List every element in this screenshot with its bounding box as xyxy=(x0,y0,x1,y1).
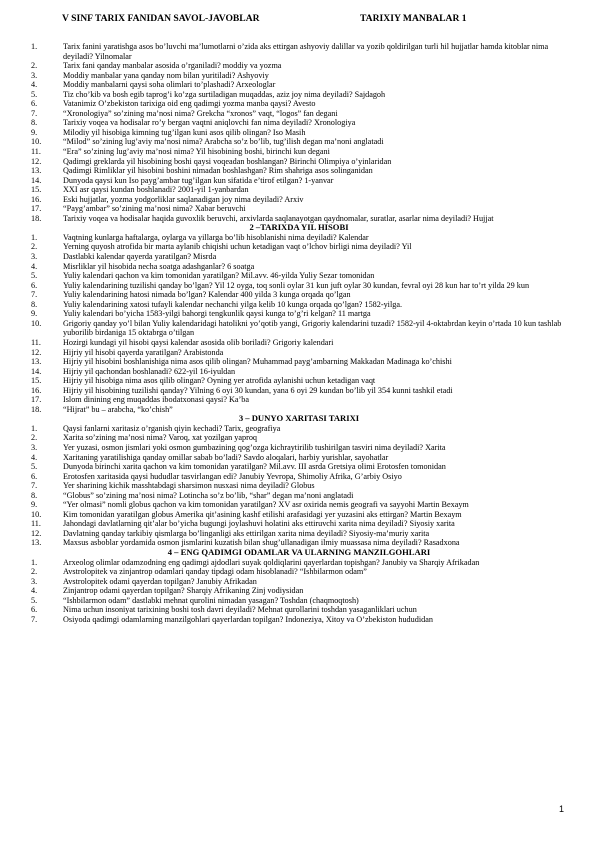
question-item xyxy=(31,271,567,281)
question-number: 12. xyxy=(31,347,42,357)
question-number: 2. xyxy=(31,567,38,577)
question-text: “Globus” so’zining ma’nosi nima? Lotincha so’z bo’lib, “shar” degan ma’noni anglatadi xyxy=(63,490,354,500)
question-item xyxy=(31,424,567,434)
question-number: 10. xyxy=(31,137,42,147)
question-list xyxy=(31,424,567,548)
question-number: 6. xyxy=(31,471,38,481)
section-title: 3 – DUNYO XARITASI TARIXI xyxy=(238,413,360,424)
question-text: Moddiy manbalarni qaysi soha olimlari to’plashadi? Arxeologlar xyxy=(63,80,276,90)
question-number: 2. xyxy=(31,433,38,443)
question-item xyxy=(31,281,567,291)
question-number: 14. xyxy=(31,175,42,185)
question-number: 9. xyxy=(31,500,38,510)
question-number: 17. xyxy=(31,204,42,214)
question-text: Osiyoda qadimgi odamlarning manzilgohlari qayerlardan topilgan? Indoneziya, Xitoy va O’zbekiston hududidan xyxy=(63,614,433,624)
question-text: Eski hujjatlar, yozma yodgorliklar saqlanadigan joy nima deyiladi? Arxiv xyxy=(63,194,304,204)
question-item xyxy=(31,233,567,243)
question-text: Tiz cho’kib va bosh egib taprog’i ko’zga surtiladigan muqaddas, aziz joy nima deyiladi? Sajdagoh xyxy=(63,89,386,99)
question-item xyxy=(31,290,567,300)
question-item xyxy=(31,147,567,157)
question-text: Misrliklar yil hisobida necha soatga adashganlar? 6 soatga xyxy=(63,261,255,271)
question-text: Hijriy yil hisobini boshlanishiga nima asos qilib olingan? Muhammad payg’ambarning Makkadan Madinaga ko’chishi xyxy=(63,357,452,367)
question-item xyxy=(31,462,567,472)
question-item xyxy=(31,577,567,587)
question-text: Hozirgi kundagi yil hisobi qaysi kalendar asosida olib boriladi? Grigoriy kalendari xyxy=(63,337,334,347)
question-text: Maxsus asboblar yordamida osmon jismlarini kuzatish bilan shug’ullanadigan ilmiy muassasa nima deyiladi? Rasadxona xyxy=(63,538,460,548)
question-item xyxy=(31,185,567,195)
question-number: 5. xyxy=(31,89,38,99)
question-text: Hijriy yil hisobining tuzilishi qanday? Yilning 6 oyi 30 kundan, yana 6 oyi 29 kundan bo’lib yil 354 kunni tashkil etadi xyxy=(63,385,453,395)
question-text: Yuliy kalendari qachon va kim tomonidan yaratilgan? Mil.avv. 46-yilda Yuliy Sezar tomonidan xyxy=(63,271,375,281)
question-item xyxy=(31,376,567,386)
question-number: 9. xyxy=(31,127,38,137)
question-item xyxy=(31,319,567,338)
question-text: “Ishbilarmon odam” dastlabki mehnat qurolini nimadan yasagan? Toshdan (chaqmoqtosh) xyxy=(63,595,359,605)
question-text: Zinjantrop odami qayerdan topilgan? Sharqiy Afrikaning Zinj vodiysidan xyxy=(63,586,304,596)
question-text: Yuliy kalendarining tuzilishi qanday bo’lgan? Yil 12 oyga, toq sonli oylar 31 kun juft oylar 30 kundan, fevral oyi 28 kun har to’rt yilda 29 kun xyxy=(63,280,530,290)
question-number: 1. xyxy=(31,557,38,567)
question-item xyxy=(31,481,567,491)
question-text: Yuliy kalendarining hatosi nimada bo’lgan? Kalendar 400 yilda 3 kunga orqada qo’lgan xyxy=(63,290,351,300)
question-number: 13. xyxy=(31,357,42,367)
question-text: Tarix fanini yaratishga asos bo’luvchi ma’lumotlarni o’zida aks ettirgan ashyoviy dalillar va yozib qoldirilgan turli hil hujjatlar hamda kitoblar nima deyiladi? Yilnomalar xyxy=(63,42,549,61)
question-text: Dastlabki kalendar qayerda yaratilgan? Misrda xyxy=(63,252,217,262)
question-text: “Hijrat” bu – arabcha, “ko’chish” xyxy=(63,404,173,414)
question-number: 8. xyxy=(31,490,38,500)
question-number: 2. xyxy=(31,242,38,252)
question-number: 15. xyxy=(31,185,42,195)
question-item xyxy=(31,109,567,119)
question-number: 6. xyxy=(31,605,38,615)
question-text: Avstrolopitek odami qayerdan topilgan? Janubiy Afrikadan xyxy=(63,576,257,586)
question-number: 11. xyxy=(31,519,41,529)
question-item xyxy=(31,395,567,405)
question-number: 4. xyxy=(31,452,38,462)
section-title: 4 – ENG QADIMGI ODAMLAR VA ULARNING MANZILGOHLARI xyxy=(167,546,431,557)
question-item xyxy=(31,195,567,205)
question-number: 12. xyxy=(31,528,42,538)
question-text: Milodiy yil hisobiga kimning tug’ilgan kuni asos qilib olingan? Iso Masih xyxy=(63,127,306,137)
question-item xyxy=(31,128,567,138)
question-number: 16. xyxy=(31,385,42,395)
question-number: 4. xyxy=(31,80,38,90)
question-number: 7. xyxy=(31,108,38,118)
question-number: 10. xyxy=(31,509,42,519)
question-text: Yerning quyosh atrofida bir marta aylanib chiqishi uchun ketadigan vaqt o’lchov birligi nima deyiladi? Yil xyxy=(63,242,412,252)
question-item xyxy=(31,90,567,100)
question-text: Tarixiy voqea va hodisalar haqida guvoxlik beruvchi, arxivlarda saqlanayotgan qaydnomalar, suratlar, asarlar nima deyiladi? Hujjat xyxy=(63,213,494,223)
question-item xyxy=(31,348,567,358)
question-text: Vaqtning kunlarga haftalarga, oylarga va yillarga bo’lib hisoblanishi nima deyiladi? Kalendar xyxy=(63,232,369,242)
question-item xyxy=(31,300,567,310)
question-number: 7. xyxy=(31,614,38,624)
question-item xyxy=(31,491,567,501)
question-text: Grigoriy qanday yo’l bilan Yuliy kalendaridagi hatolikni yo’qotib yangi, Grigoriy kalendarini tuzadi? 1582-yil 4-oktabrdan keyin o’rtada 10 kun tashlab yuborilib birdaniga 15 oktabrga o’tilgan xyxy=(63,318,562,338)
question-item xyxy=(31,596,567,606)
question-number: 5. xyxy=(31,595,38,605)
question-text: “Milod” so’zining lug’aviy ma’nosi nima? Arabcha so’z bo’lib, tug’ilish degan ma’noni anglatadi xyxy=(63,137,384,147)
question-number: 7. xyxy=(31,481,38,491)
question-text: Tarixiy voqea va hodisalar ro’y bergan vaqtni aniqlovchi fan nima deyiladi? Xronologiya xyxy=(63,118,356,128)
question-text: Tarix fani qanday manbalar asosida o’rganiladi? moddiy va yozma xyxy=(63,61,282,71)
question-text: XXI asr qaysi kundan boshlanadi? 2001-yil 1-yanbardan xyxy=(63,185,249,195)
question-item xyxy=(31,529,567,539)
question-item xyxy=(31,538,567,548)
question-number: 1. xyxy=(31,423,38,433)
question-text: Qadimgi greklarda yil hisobining boshi qaysi voqeadan boshlangan? Birinchi Olimpiya o’yinlaridan xyxy=(63,156,392,166)
question-number: 2. xyxy=(31,61,38,71)
header-title: V SINF TARIX FANIDAN SAVOL-JAVOBLAR xyxy=(62,13,260,24)
question-number: 13. xyxy=(31,166,42,176)
question-item xyxy=(31,242,567,252)
question-item xyxy=(31,567,567,577)
question-text: Avstrolopitek va zinjantrop odamlari qanday tipdagi odam hisoblanadi? “Ishbilarmon odam” xyxy=(63,567,367,577)
question-item xyxy=(31,357,567,367)
question-number: 8. xyxy=(31,118,38,128)
question-item xyxy=(31,386,567,396)
question-item xyxy=(31,80,567,90)
question-text: Qaysi fanlarni xaritasiz o’rganish qiyin kechadi? Tarix, geografiya xyxy=(63,423,281,433)
question-text: “Xronologiya” so’zining ma’nosi nima? Grekcha “xronos” vaqt, “logos” fan degani xyxy=(63,108,338,118)
question-text: Yuliy kalendarining xatosi tufayli kalendar nechanchi yilga kelib 10 kunga orqada qo’lgan? 1582-yilga. xyxy=(63,299,402,309)
question-item xyxy=(31,157,567,167)
question-number: 12. xyxy=(31,156,42,166)
question-item xyxy=(31,99,567,109)
question-number: 6. xyxy=(31,99,38,109)
question-item xyxy=(31,453,567,463)
question-text: Hijriy yil hisobiga nima asos qilib olingan? Oyning yer atrofida aylanishi uchun ketadigan vaqt xyxy=(63,376,376,386)
question-number: 3. xyxy=(31,442,38,452)
question-number: 8. xyxy=(31,299,38,309)
question-number: 5. xyxy=(31,271,38,281)
question-text: “Era” so’zining lug’aviy ma’nosi nima? Yil hisobining boshi, birinchi kun degani xyxy=(63,147,330,157)
question-number: 6. xyxy=(31,280,38,290)
question-number: 4. xyxy=(31,586,38,596)
question-text: Xarita so’zining ma’nosi nima? Varoq, xat yozilgan yaproq xyxy=(63,433,258,443)
question-item xyxy=(31,615,567,625)
question-item xyxy=(31,252,567,262)
question-text: Dunyoda qaysi kun Iso payg’ambar tug’ilgan kun sifatida e’tirof etilgan? 1-yanvar xyxy=(63,175,334,185)
question-item xyxy=(31,472,567,482)
question-item xyxy=(31,443,567,453)
question-list xyxy=(31,233,567,414)
question-number: 1. xyxy=(31,232,38,242)
question-text: Hijriy yil qachondan boshlanadi? 622-yil 16-iyuldan xyxy=(63,366,236,376)
question-item xyxy=(31,367,567,377)
question-item xyxy=(31,510,567,520)
question-item xyxy=(31,61,567,71)
question-item xyxy=(31,71,567,81)
question-number: 15. xyxy=(31,376,42,386)
question-number: 13. xyxy=(31,538,42,548)
question-text: Yer yuzasi, osmon jismlari yoki osmon gumbazining qog’ozga kichraytirilib tushirilgan tasviri nima deyiladi? Xarita xyxy=(63,442,446,452)
question-number: 18. xyxy=(31,404,42,414)
question-text: Jahondagi davlatlarning qit’alar bo’yicha bugungi joylashuvi holatini aks ettiruvchi xarita nima deyiladi? Siyosiy xarita xyxy=(63,519,455,529)
question-text: Hijriy yil hisobi qayerda yaratilgan? Arabistonda xyxy=(63,347,224,357)
question-item xyxy=(31,262,567,272)
question-number: 17. xyxy=(31,395,42,405)
question-text: Davlatning qanday tarkibiy qismlarga bo’linganligi aks ettirilgan xarita nima deyiladi? Siyosiy-ma’muriy xarita xyxy=(63,528,430,538)
question-item xyxy=(31,519,567,529)
question-item xyxy=(31,433,567,443)
question-item xyxy=(31,176,567,186)
question-text: Nima uchun insoniyat tarixining boshi tosh davri deyiladi? Mehnat qurollarini toshdan yasaganliklari uchun xyxy=(63,605,417,615)
question-number: 9. xyxy=(31,309,38,319)
question-number: 4. xyxy=(31,261,38,271)
question-number: 10. xyxy=(31,318,42,328)
section-title: 2 –TARIXDA YIL HISOBI xyxy=(249,222,349,233)
question-item xyxy=(31,586,567,596)
question-item xyxy=(31,605,567,615)
question-text: Vatanimiz O’zbekiston tarixiga oid eng qadimgi yozma manba qaysi? Avesto xyxy=(63,99,316,109)
question-text: “Yer olmasi” nomli globus qachon va kim tomonidan yaratilgan? XV asr oxirida nemis geografi va sayyohi Martin Bexaym xyxy=(63,500,469,510)
question-item xyxy=(31,166,567,176)
question-text: Dunyoda birinchi xarita qachon va kim tomonidan yaratilgan? Mil.avv. III asrda Gretsiya olimi Erotosfen tomonidan xyxy=(63,462,446,472)
question-text: Kim tomonidan yaratilgan globus Amerika qit’asining kashf etilishi arafasidagi yer yuzasini aks ettirgan? Martin Bexaym xyxy=(63,509,462,519)
question-text: Qadimgi Rimliklar yil hisobini boshini nimadan boshlashgan? Rim shahriga asos solinganidan xyxy=(63,166,373,176)
question-number: 11. xyxy=(31,337,41,347)
question-number: 14. xyxy=(31,366,42,376)
document-body xyxy=(31,42,567,624)
page-number: 1 xyxy=(558,804,564,814)
question-item xyxy=(31,204,567,214)
question-item xyxy=(31,558,567,568)
question-number: 3. xyxy=(31,252,38,262)
question-item xyxy=(31,405,567,415)
question-number: 3. xyxy=(31,576,38,586)
question-number: 16. xyxy=(31,194,42,204)
question-number: 11. xyxy=(31,147,41,157)
question-text: Yer sharining kichik masshtabdagi sharsimon nusxasi nima deyiladi? Globus xyxy=(63,481,315,491)
question-text: “Payg’ambar” so’zining ma’nosi nima? Xabar beruvchi xyxy=(63,204,246,214)
question-text: Arxeolog olimlar odamzodning eng qadimgi ajdodlari suyak qoldiqlarini qayerlardan topishgan? Janubiy va Sharqiy Afrikadan xyxy=(63,557,480,567)
question-item xyxy=(31,500,567,510)
question-item xyxy=(31,42,567,61)
question-item xyxy=(31,118,567,128)
question-list xyxy=(31,42,567,223)
question-item xyxy=(31,137,567,147)
question-number: 18. xyxy=(31,213,42,223)
question-item xyxy=(31,309,567,319)
question-number: 5. xyxy=(31,462,38,472)
header-subtitle: TARIXIY MANBALAR 1 xyxy=(360,13,467,24)
question-item xyxy=(31,214,567,224)
question-text: Erotosfen xaritasida qaysi hududlar tasvirlangan edi? Janubiy Yevropa, Shimoliy Afrika, G’arbiy Osiyo xyxy=(63,471,402,481)
question-text: Yuliy kalendari bo’yicha 1583-yilgi bahorgi tengkunlik qaysi kunga to’g’ri kelgan? 11 martga xyxy=(63,309,371,319)
question-text: Islom dinining eng muqaddas ibodatxonasi qaysi? Ka’ba xyxy=(63,395,250,405)
question-text: Moddiy manbalar yana qanday nom bilan yuritiladi? Ashyoviy xyxy=(63,70,269,80)
question-item xyxy=(31,338,567,348)
question-number: 1. xyxy=(31,42,38,51)
question-text: Xaritaning yaratilishiga qanday omillar sabab bo’ladi? Savdo aloqalari, harbiy yurishlar, sayohatlar xyxy=(63,452,389,462)
question-list xyxy=(31,558,567,625)
question-number: 3. xyxy=(31,70,38,80)
question-number: 7. xyxy=(31,290,38,300)
